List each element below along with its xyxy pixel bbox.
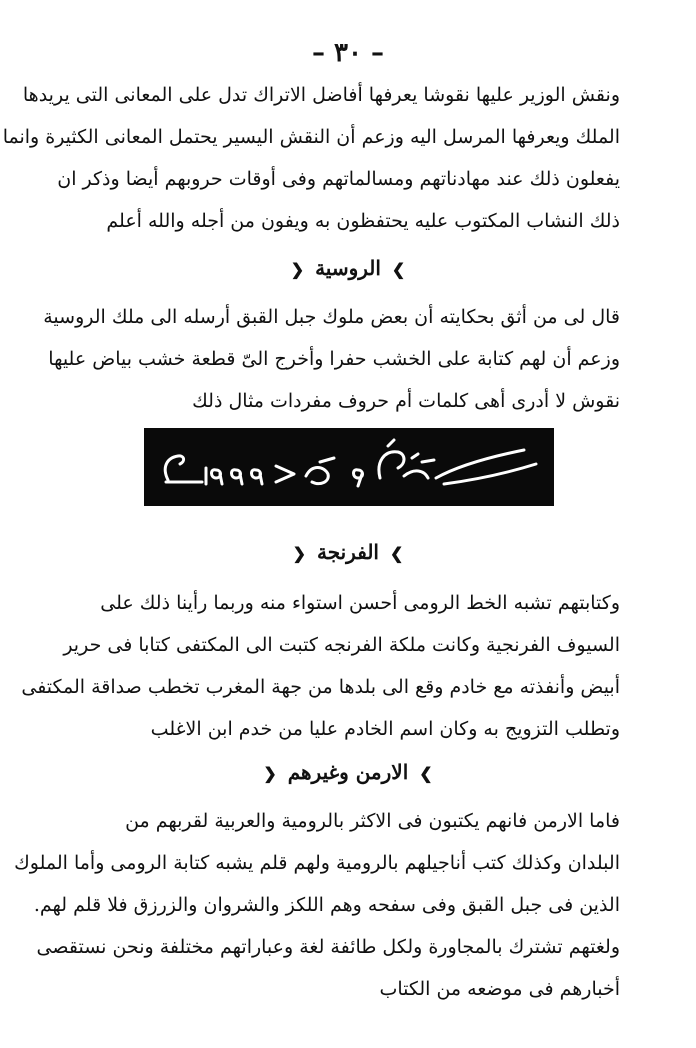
- section-heading-text: الروسية: [315, 256, 381, 280]
- paragraph-2: [43, 296, 620, 422]
- text-line: البلدان وكذلك كتب أناجيلهم بالرومية ولهم قلم يشبه كتابة الرومى وأما الملوك: [14, 852, 620, 874]
- text-line: الذين فى جبل القبق وفى سفحه وهم اللكز والشروان والزرزق فلا قلم لهم.: [33, 894, 620, 916]
- section-heading-arman: [0, 760, 696, 784]
- text-line: أخبارهم فى موضعه من الكتاب: [379, 978, 620, 1000]
- page-number: – ٣٠ –: [311, 38, 385, 68]
- text-line: فاما الارمن فانهم يكتبون فى الاكثر بالرومية والعربية لقربهم من: [125, 810, 620, 832]
- text-line: أبيض وأنفذته مع خادم وقع الى بلدها من جهة المغرب تخطب صداقة المكتفى: [21, 676, 620, 698]
- ornament-icon: ❯: [391, 260, 406, 279]
- section-heading-text: الارمن وغيرهم: [287, 760, 409, 784]
- section-heading-rusiya: [0, 256, 696, 280]
- ornament-icon: ❯: [419, 764, 433, 783]
- text-line: ذلك النشاب المكتوب عليه يحتفظون به ويفون من أجله والله أعلم: [106, 210, 620, 232]
- text-line: يفعلون ذلك عند مهادناتهم ومسالماتهم وفى أوقات حروبهم أيضا وذكر ان: [57, 168, 620, 190]
- text-line: وزعم أن لهم كتابة على الخشب حفرا وأخرج الىّ قطعة خشب بياض عليها: [48, 348, 620, 370]
- text-line: السيوف الفرنجية وكانت ملكة الفرنجه كتبت الى المكتفى كتابا فى حرير: [63, 634, 620, 656]
- text-line: نقوش لا أدرى أهى كلمات أم حروف مفردات مثال ذلك: [192, 390, 620, 412]
- ornament-icon: ❮: [292, 544, 307, 563]
- section-heading-text: الفرنجة: [316, 540, 379, 564]
- text-line: قال لى من أثق بحكايته أن بعض ملوك جبل القبق أرسله الى ملك الروسية: [43, 306, 620, 328]
- text-line: ولغتهم تشترك بالمجاورة ولكل طائفة لغة وعباراتهم مختلفة ونحن نستقصى: [36, 936, 620, 958]
- inscription-glyphs: [144, 428, 554, 506]
- paragraph-4: [14, 800, 620, 1010]
- paragraph-3: [21, 582, 620, 750]
- section-heading-faranja: [0, 540, 696, 564]
- ornament-icon: ❮: [290, 260, 305, 279]
- text-line: الملك ويعرفها المرسل اليه وزعم أن النقش اليسير يحتمل المعانى الكثيرة وانما: [2, 126, 620, 148]
- ornament-icon: ❮: [263, 764, 277, 783]
- paragraph-1: [2, 74, 620, 242]
- text-line: وتطلب التزويج به وكان اسم الخادم عليا من خدم ابن الاغلب: [150, 718, 620, 740]
- inscription-specimen-image: [144, 428, 554, 506]
- text-line: وكتابتهم تشبه الخط الرومى أحسن استواء منه وربما رأينا ذلك على: [100, 592, 620, 614]
- text-line: ونقش الوزير عليها نقوشا يعرفها أفاضل الاتراك تدل على المعانى التى يريدها: [22, 84, 620, 106]
- ornament-icon: ❯: [389, 544, 404, 563]
